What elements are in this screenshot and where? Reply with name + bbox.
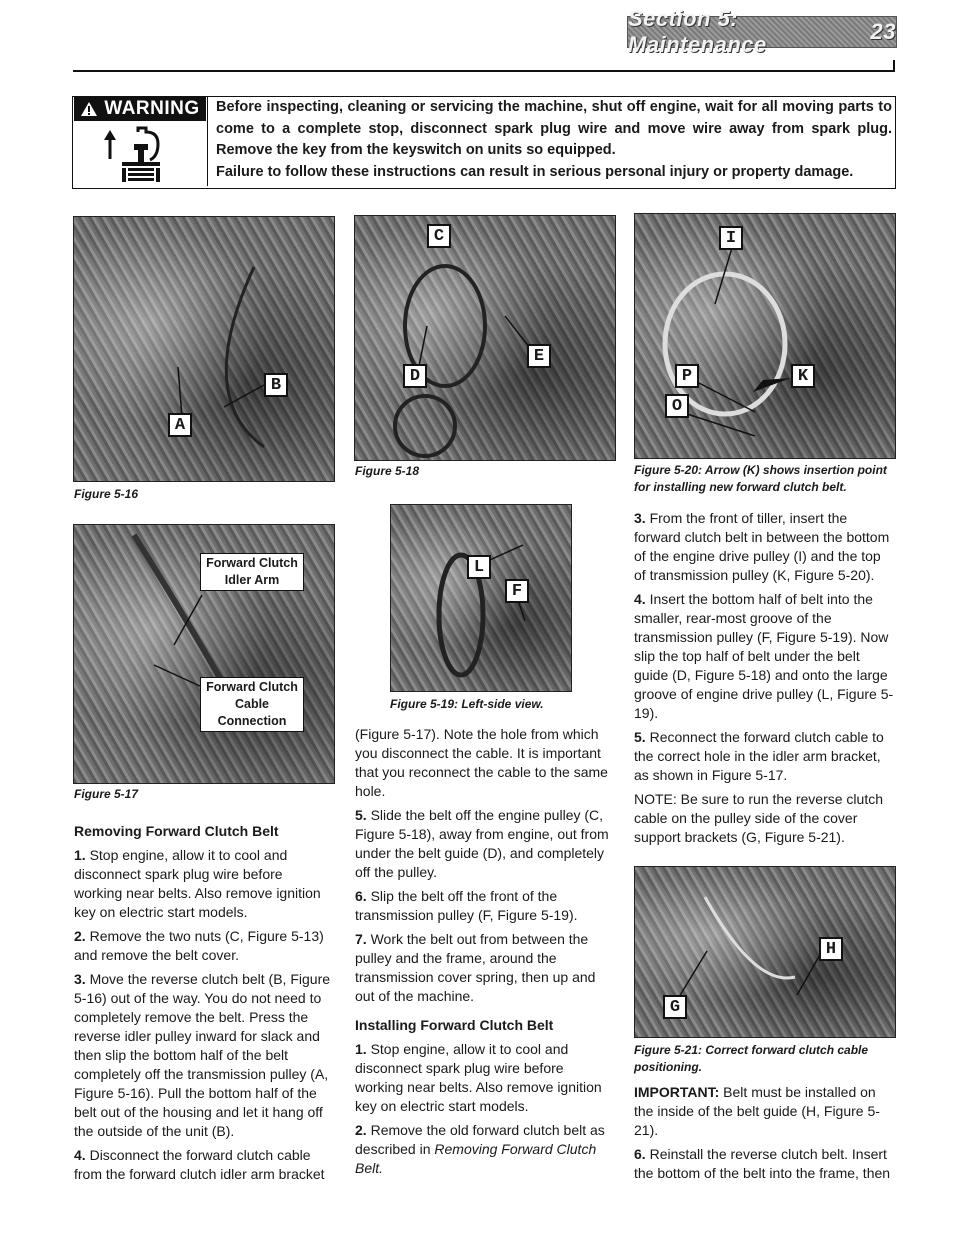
install-step-2: 2. Remove the old forward clutch belt as described in Removing Forward Clutch Belt.: [355, 1122, 605, 1176]
warning-label-text: WARNING: [104, 98, 200, 119]
callout-l: L: [467, 555, 491, 579]
figure-5-18-caption: Figure 5-18: [355, 464, 420, 478]
step-2: 2. Remove the two nuts (C, Figure 5-13) and remove the belt cover.: [74, 928, 324, 963]
note-reverse-clutch-cable: NOTE: Be sure to run the reverse clutch cable on the pulley side of the cover support brackets (G, Figure 5-21).: [634, 791, 883, 845]
figure-5-18-photo: [354, 215, 616, 461]
header-rule-tick: [893, 60, 895, 72]
figure-5-16-photo: [73, 216, 335, 482]
label-forward-clutch-cable-connection: Forward Clutch Cable Connection: [200, 677, 304, 732]
figure-5-18-leader-lines: [355, 216, 615, 460]
install-step-1: 1. Stop engine, allow it to cool and disconnect spark plug wire before working near belts. Also remove ignition key on electric start models.: [355, 1041, 602, 1114]
step-4: 4. Disconnect the forward clutch cable from the forward clutch idler arm bracket: [74, 1147, 325, 1182]
header-rule: [73, 70, 895, 72]
figure-5-17-photo: [73, 524, 335, 784]
callout-i: I: [719, 226, 743, 250]
step-4-continuation: (Figure 5-17). Note the hole from which you disconnect the cable. It is important that you reconnect the cable to the same hole.: [355, 726, 608, 799]
callout-a: A: [168, 413, 192, 437]
install-step-3: 3. From the front of tiller, insert the forward clutch belt in between the bottom of the engine drive pulley (I) and the top of transmission pulley (K, Figure 5-20).: [634, 510, 890, 583]
callout-e: E: [527, 344, 551, 368]
step-7: 7. Work the belt out from between the pulley and the frame, around the transmission cover spring, then up and out of the machine.: [355, 931, 596, 1004]
label-forward-clutch-idler-arm: Forward Clutch Idler Arm: [200, 553, 304, 591]
figure-5-19-photo: [390, 504, 572, 692]
heading-removing-forward-clutch-belt: Removing Forward Clutch Belt: [74, 823, 279, 839]
important-note: IMPORTANT: Belt must be installed on the inside of the belt guide (H, Figure 5-21).: [634, 1084, 880, 1138]
callout-k: K: [791, 364, 815, 388]
column-1-text: [74, 822, 332, 1189]
callout-h: H: [819, 937, 843, 961]
column-2-text: [355, 725, 613, 1183]
warning-consequence: Failure to follow these instructions can result in serious personal injury or property damage.: [216, 163, 854, 180]
warning-instruction: Before inspecting, cleaning or servicing the machine, shut off engine, wait for all moving parts to come to a complete stop, disconnect spark plug wire and move wire away from spark plug. Remove the key from the keyswitch on units so equipped.: [216, 99, 892, 158]
figure-5-19-leader-lines: [391, 505, 571, 691]
warning-text: [216, 97, 892, 183]
figure-5-16-leader-lines: [74, 217, 334, 481]
page-number: 23: [870, 19, 896, 44]
section-title-tab: [627, 6, 897, 57]
step-5: 5. Slide the belt off the engine pulley (C, Figure 5-18), away from engine, out from under the belt guide (D), and completely off the pulley.: [355, 807, 609, 880]
column-3-text: [634, 509, 896, 852]
figure-5-17-caption: Figure 5-17: [74, 787, 139, 801]
install-step-4: 4. Insert the bottom half of belt into the smaller, rear-most groove of the transmission pulley (F, Figure 5-19). Now slip the top half of belt under the belt guide (D, Figure 5-18) and onto the large groove of engine drive pulley (L, Figure 5-19).: [634, 591, 894, 721]
callout-p: P: [675, 364, 699, 388]
figure-5-21-caption: Figure 5-21: Correct forward clutch cable positioning.: [634, 1043, 869, 1074]
figure-5-19-caption: Figure 5-19: Left-side view.: [390, 697, 544, 711]
figure-5-16-caption: Figure 5-16: [74, 487, 139, 501]
figure-5-20-photo: [634, 213, 896, 459]
callout-g: G: [663, 995, 687, 1019]
step-6: 6. Slip the belt off the front of the transmission pulley (F, Figure 5-19).: [355, 888, 578, 923]
figure-5-20-leader-lines: [635, 214, 895, 458]
install-step-5: 5. Reconnect the forward clutch cable to the correct hole in the idler arm bracket, as shown in Figure 5-17.: [634, 729, 884, 783]
callout-b: B: [264, 373, 288, 397]
callout-c: C: [427, 224, 451, 248]
figure-5-20-caption: Figure 5-20: Arrow (K) shows insertion point for installing new forward clutch belt.: [634, 463, 887, 494]
disconnect-spark-plug-icon: [100, 126, 180, 182]
step-1: 1. Stop engine, allow it to cool and disconnect spark plug wire before working near belts. Also remove ignition key on electric start models.: [74, 847, 321, 920]
section-title: Section 5: Maintenance: [628, 6, 767, 57]
callout-o: O: [665, 394, 689, 418]
heading-installing-forward-clutch-belt: Installing Forward Clutch Belt: [355, 1017, 554, 1033]
warning-triangle-icon: [80, 101, 98, 117]
callout-d: D: [403, 364, 427, 388]
warning-label: [74, 97, 206, 121]
callout-f: F: [505, 579, 529, 603]
column-3-lower-text: [634, 1083, 896, 1188]
figure-5-21-photo: [634, 866, 896, 1038]
step-3: 3. Move the reverse clutch belt (B, Figure 5-16) out of the way. You do not need to completely remove the belt. Press the reverse idler pulley inward for slack and then slip the bottom half of the belt completely off the transmission pulley (A, Figure 5-16). Pull the bottom half of the belt out of the housing and let it hang off the outside of the unit (B).: [74, 971, 331, 1139]
install-step-6: 6. Reinstall the reverse clutch belt. Insert the bottom of the belt into the frame, then: [634, 1146, 891, 1181]
